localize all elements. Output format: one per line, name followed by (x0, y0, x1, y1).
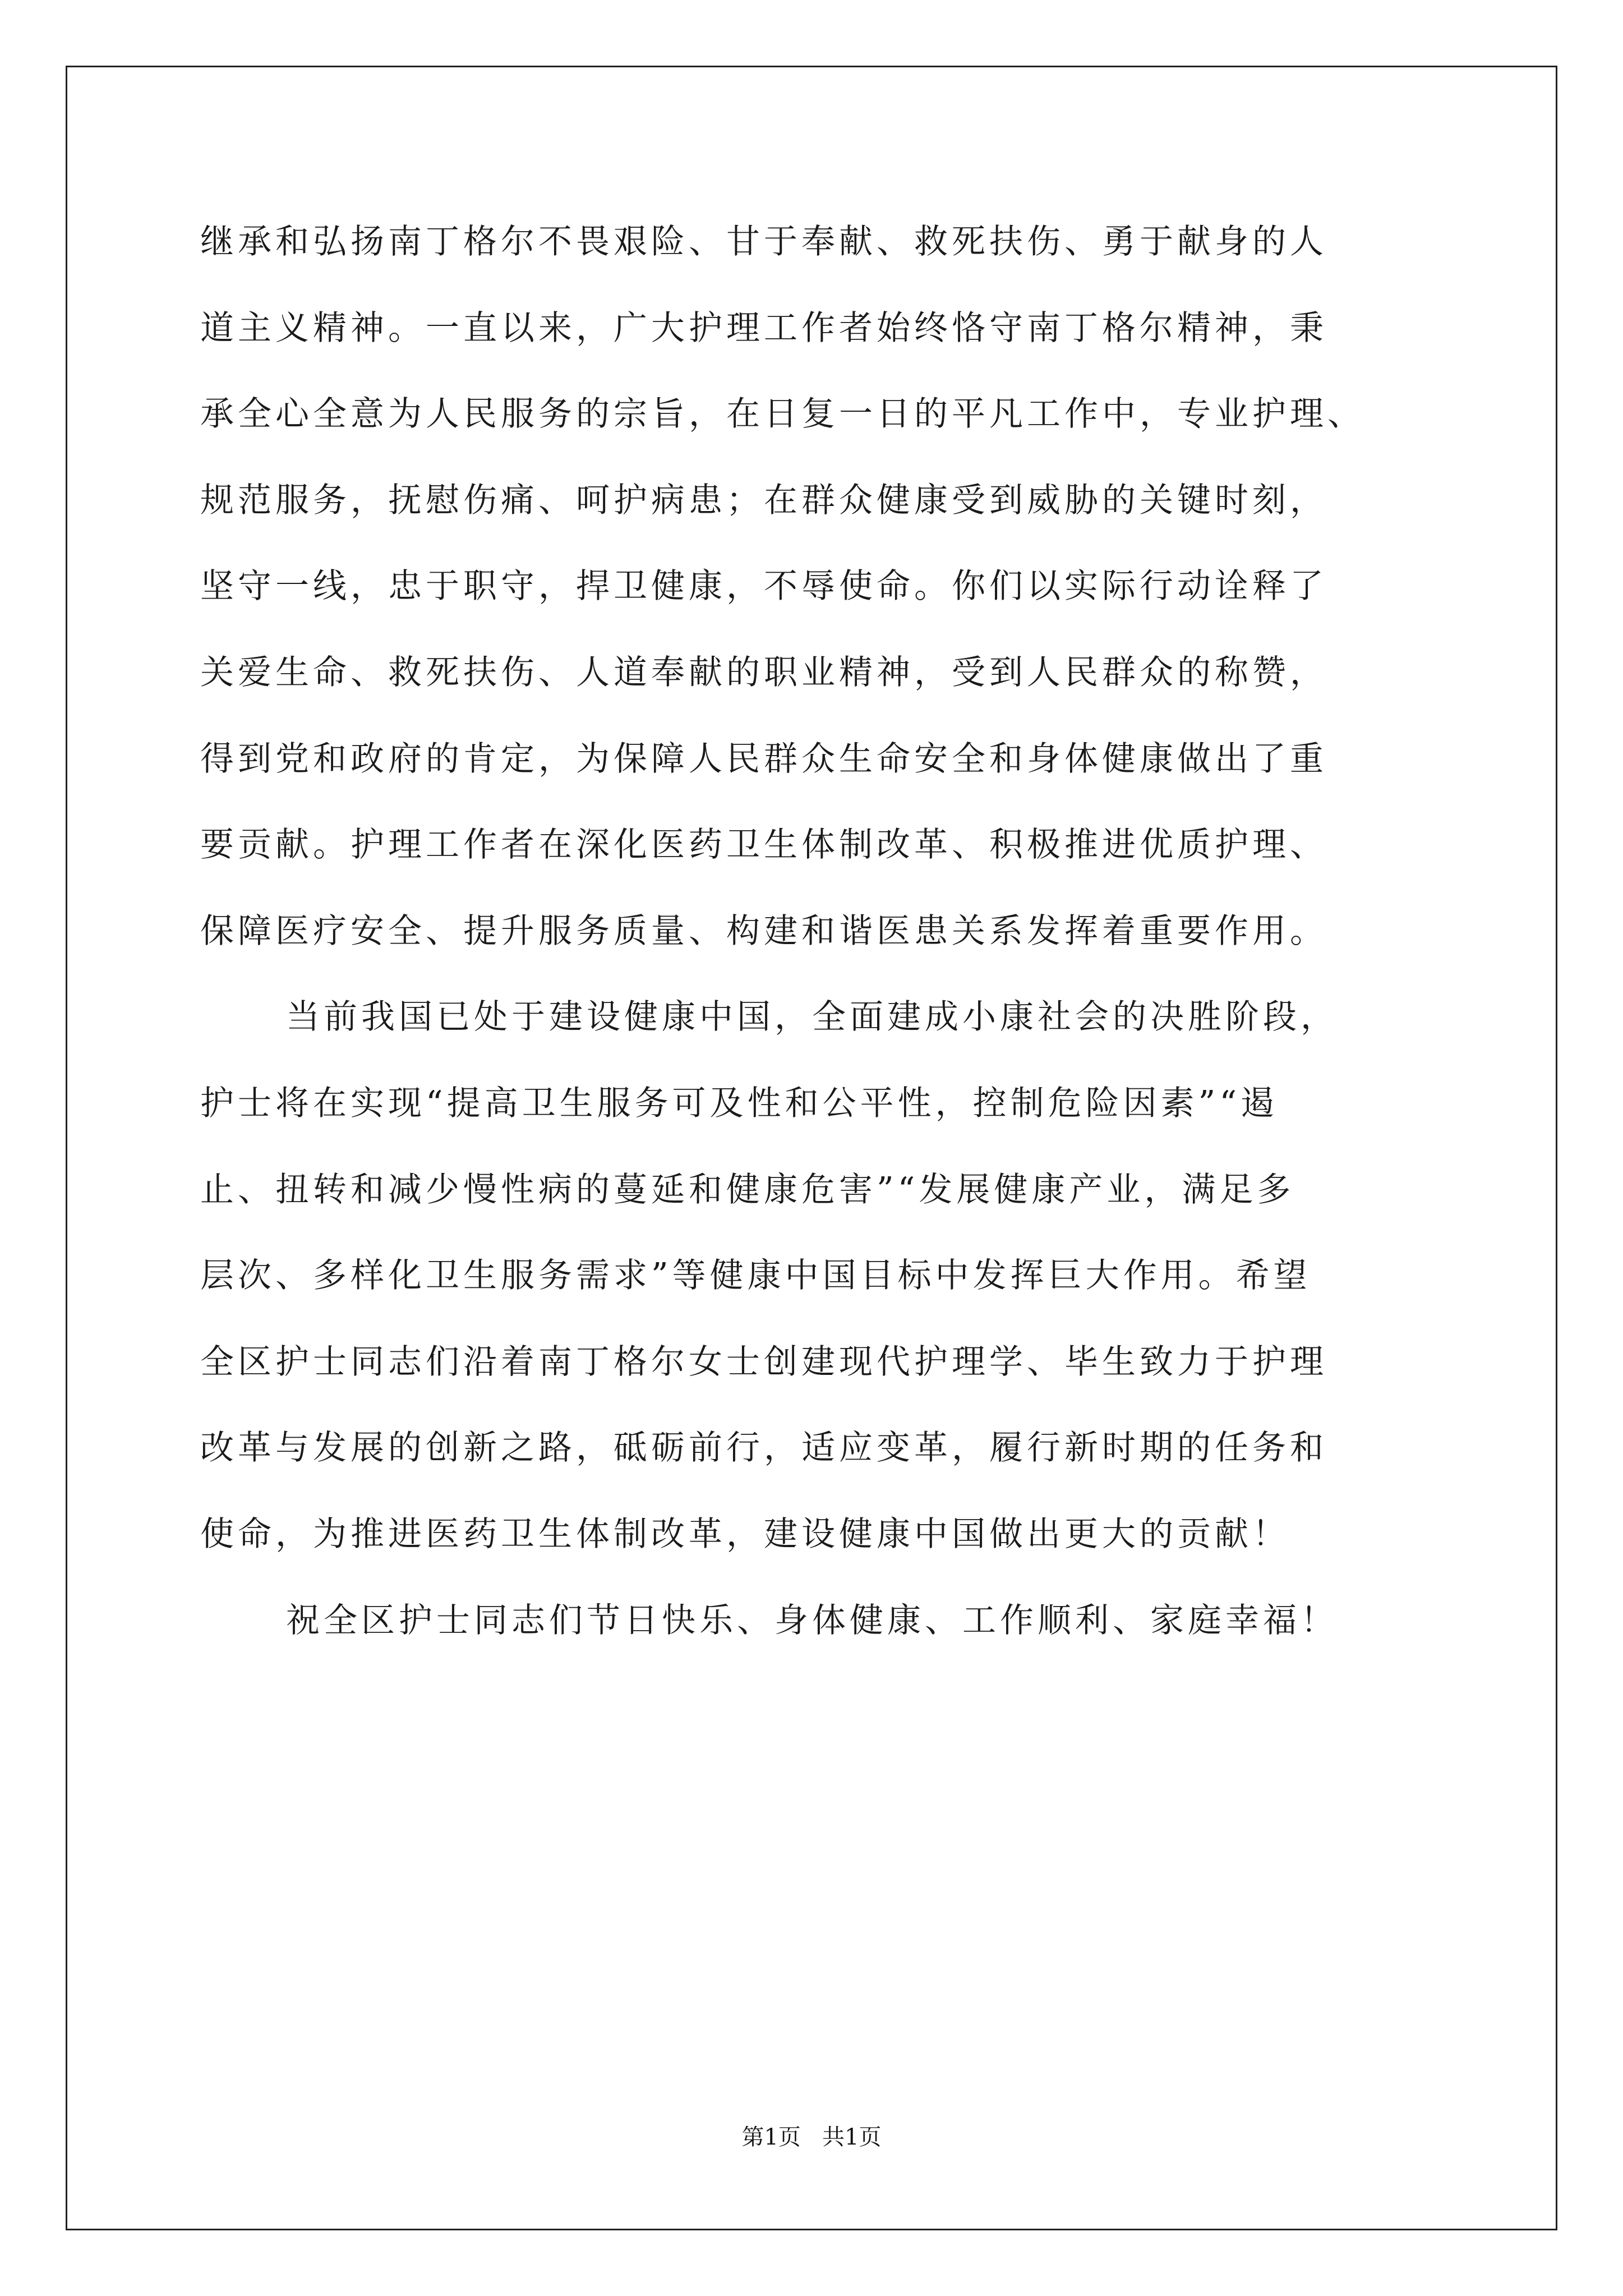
text-line: 护士将在实现“提高卫生服务可及性和公平性，控制危险因素”“遏 (200, 1083, 1279, 1123)
page-number-footer: 第1页 共1页 (741, 2124, 882, 2150)
text-line: 止、扭转和减少慢性病的蔓延和健康危害”“发展健康产业，满足多 (200, 1170, 1295, 1209)
text-line: 道主义精神。一直以来，广大护理工作者始终恪守南丁格尔精神，秉 (200, 308, 1327, 348)
document-body (200, 199, 1490, 1664)
text-line: 全区护士同志们沿着南丁格尔女士创建现代护理学、毕生致力于护理 (200, 1342, 1327, 1382)
text-line: 关爱生命、救死扶伤、人道奉献的职业精神，受到人民群众的称赞， (200, 652, 1327, 692)
text-line: 要贡献。护理工作者在深化医药卫生体制改革、积极推进优质护理、 (200, 825, 1327, 865)
text-line: 规范服务，抚慰伤痛、呵护病患；在群众健康受到威胁的关键时刻， (200, 480, 1327, 520)
text-line: 祝全区护士同志们节日快乐、身体健康、工作顺利、家庭幸福！ (286, 1600, 1338, 1640)
text-line: 改革与发展的创新之路，砥砺前行，适应变革，履行新时期的任务和 (200, 1428, 1327, 1468)
text-line: 承全心全意为人民服务的宗旨，在日复一日的平凡工作中，专业护理、 (200, 394, 1365, 434)
text-line: 继承和弘扬南丁格尔不畏艰险、甘于奉献、救死扶伤、勇于献身的人 (200, 222, 1327, 261)
text-line: 使命，为推进医药卫生体制改革，建设健康中国做出更大的贡献！ (200, 1514, 1290, 1554)
text-line: 坚守一线，忠于职守，捍卫健康，不辱使命。你们以实际行动诠释了 (200, 567, 1327, 606)
text-line: 得到党和政府的肯定，为保障人民群众生命安全和身体健康做出了重 (200, 739, 1327, 779)
text-line: 保障医疗安全、提升服务质量、构建和谐医患关系发挥着重要作用。 (200, 911, 1327, 951)
text-line: 层次、多样化卫生服务需求”等健康中国目标中发挥巨大作用。希望 (200, 1256, 1311, 1296)
text-line: 当前我国已处于建设健康中国，全面建成小康社会的决胜阶段， (286, 997, 1338, 1037)
